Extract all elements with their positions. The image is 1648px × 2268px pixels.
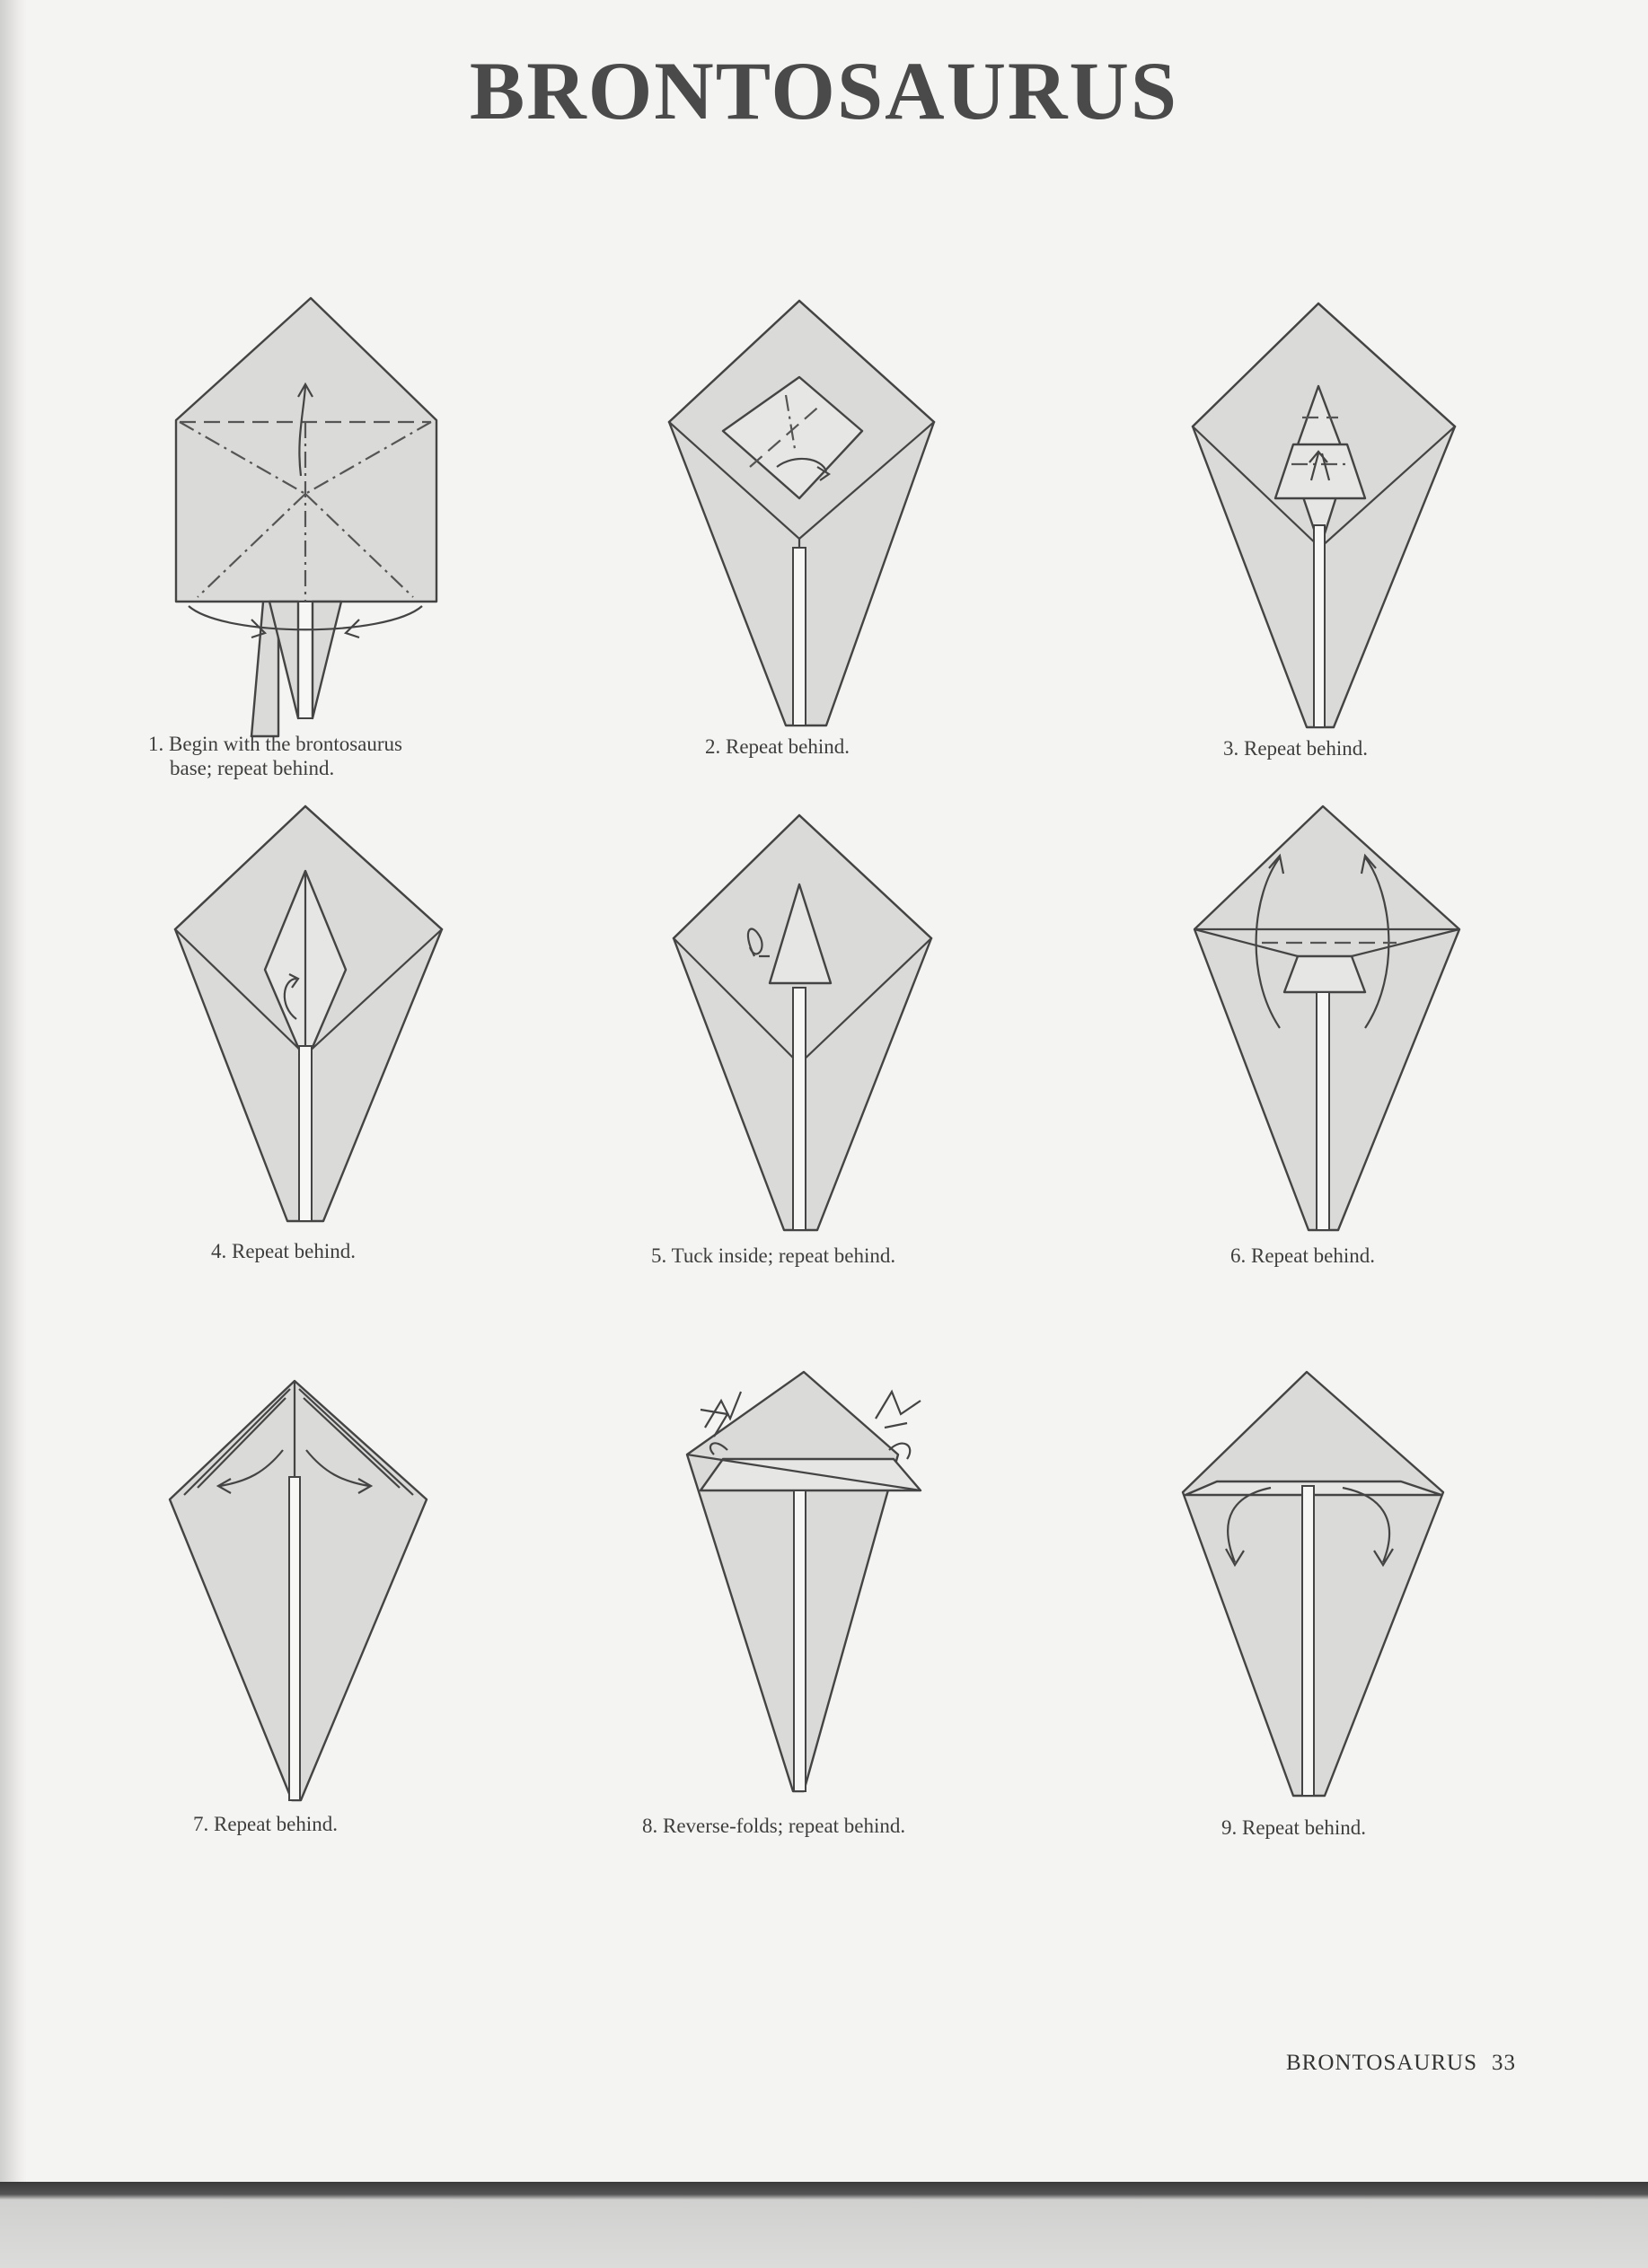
running-head: BRONTOSAURUS: [1286, 2051, 1477, 2075]
step-7-caption: [193, 1812, 338, 1836]
step-8-diagram: [678, 1365, 956, 1796]
page-footer: [1286, 2051, 1516, 2076]
step-number: 8.: [642, 1815, 658, 1837]
step-8-caption: [642, 1814, 905, 1838]
step-text: Reverse-folds; repeat behind.: [663, 1815, 906, 1837]
step-3-diagram: [1185, 301, 1464, 732]
book-spine-shadow: [0, 0, 27, 2268]
step-number: 9.: [1221, 1816, 1238, 1839]
step-9-diagram: [1181, 1369, 1450, 1800]
step-6-diagram: [1190, 804, 1468, 1235]
step-3-caption: [1223, 736, 1368, 760]
step-number: 6.: [1230, 1244, 1247, 1267]
page-edge-shadow: [0, 2182, 1648, 2268]
step-4-caption: [211, 1239, 356, 1263]
step-number: 2.: [705, 735, 721, 758]
step-5-caption: [651, 1244, 895, 1268]
step-1-diagram: [162, 287, 467, 736]
step-number: 4.: [211, 1240, 227, 1262]
step-6-caption: [1230, 1244, 1375, 1268]
step-number: 5.: [651, 1244, 667, 1267]
step-number: 1.: [148, 733, 164, 755]
step-2-caption: [705, 734, 850, 759]
step-7-diagram: [166, 1378, 436, 1805]
step-text: Repeat behind.: [232, 1240, 356, 1262]
step-text: Repeat behind.: [726, 735, 850, 758]
step-1-caption: [148, 732, 525, 780]
step-4-diagram: [171, 804, 449, 1226]
step-text: Repeat behind.: [214, 1813, 338, 1835]
step-text: Repeat behind.: [1251, 1244, 1375, 1267]
step-number: 7.: [193, 1813, 209, 1835]
page-title: BRONTOSAURUS: [469, 45, 1179, 136]
step-text: Repeat behind.: [1244, 737, 1368, 760]
step-text-continued: base; repeat behind.: [170, 757, 335, 779]
step-5-diagram: [669, 813, 939, 1235]
step-text: Tuck inside; repeat behind.: [671, 1244, 896, 1267]
step-9-caption: [1221, 1815, 1366, 1840]
step-text: Begin with the brontosaurus: [169, 733, 402, 755]
step-text: Repeat behind.: [1242, 1816, 1366, 1839]
page-number: 33: [1491, 2051, 1516, 2075]
step-2-diagram: [660, 296, 947, 736]
step-number: 3.: [1223, 737, 1239, 760]
